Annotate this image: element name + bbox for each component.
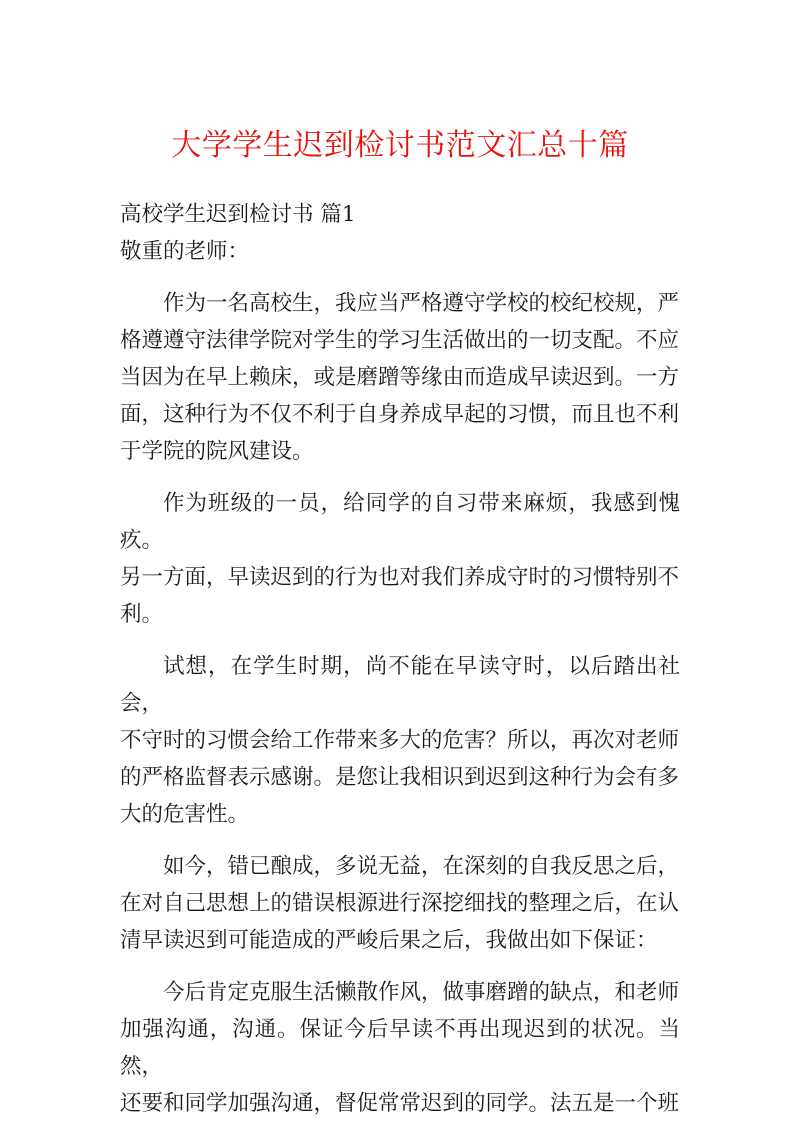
paragraph-2 [120,485,680,633]
paragraph-line: 作为一名高校生，我应当严格遵守学校的校纪校规，严 [163,291,680,316]
salutation: 敬重的老师： [120,239,250,264]
paragraph-line: 作为班级的一员，给同学的自习带来麻烦，我感到愧疚。 [120,491,680,553]
paragraph-line: 当因为在早上赖床，或是磨蹭等缘由而造成早读迟到。一方 [120,365,680,390]
paragraph-line: 不守时的习惯会给工作带来多大的危害？所以，再次对老师 [120,728,680,753]
paragraph-line: 的严格监督表示感谢。是您让我相识到迟到这种行为会有多 [120,765,680,790]
paragraph-3 [120,648,680,833]
paragraph-1 [120,285,680,470]
document-title: 大学学生迟到检讨书范文汇总十篇 [171,128,629,163]
paragraph-line: 清早读迟到可能造成的严峻后果之后，我做出如下保证： [120,928,658,953]
paragraph-line: 利。 [120,602,164,627]
paragraph-line: 于学院的院风建设。 [120,439,314,464]
paragraph-line: 大的危害性。 [120,802,250,827]
paragraph-5 [120,974,680,1122]
paragraph-4 [120,848,680,959]
paragraph-line: 面，这种行为不仅不利于自身养成早起的习惯，而且也不利 [120,402,680,427]
paragraph-line: 还要和同学加强沟通，督促常常迟到的同学。法五是一个班 [120,1091,680,1116]
paragraph-line: 今后肯定克服生活懒散作风，做事磨蹭的缺点，和老师 [163,980,680,1005]
paragraph-line: 另一方面，早读迟到的行为也对我们养成守时的习惯特别不 [120,565,680,590]
document-body [120,196,680,1137]
section-heading: 高校学生迟到检讨书 篇1 [120,202,356,227]
paragraph-line: 如今，错已酿成，多说无益，在深刻的自我反思之后， [163,854,680,879]
paragraph-line: 试想，在学生时期，尚不能在早读守时，以后踏出社会， [120,654,680,716]
paragraph-line: 加强沟通，沟通。保证今后早读不再出现迟到的状况。当然， [120,1017,680,1079]
paragraph-line: 在对自己思想上的错误根源进行深挖细找的整理之后，在认 [120,891,680,916]
paragraph-line: 格遵遵守法律学院对学生的学习生活做出的一切支配。不应 [120,328,680,353]
